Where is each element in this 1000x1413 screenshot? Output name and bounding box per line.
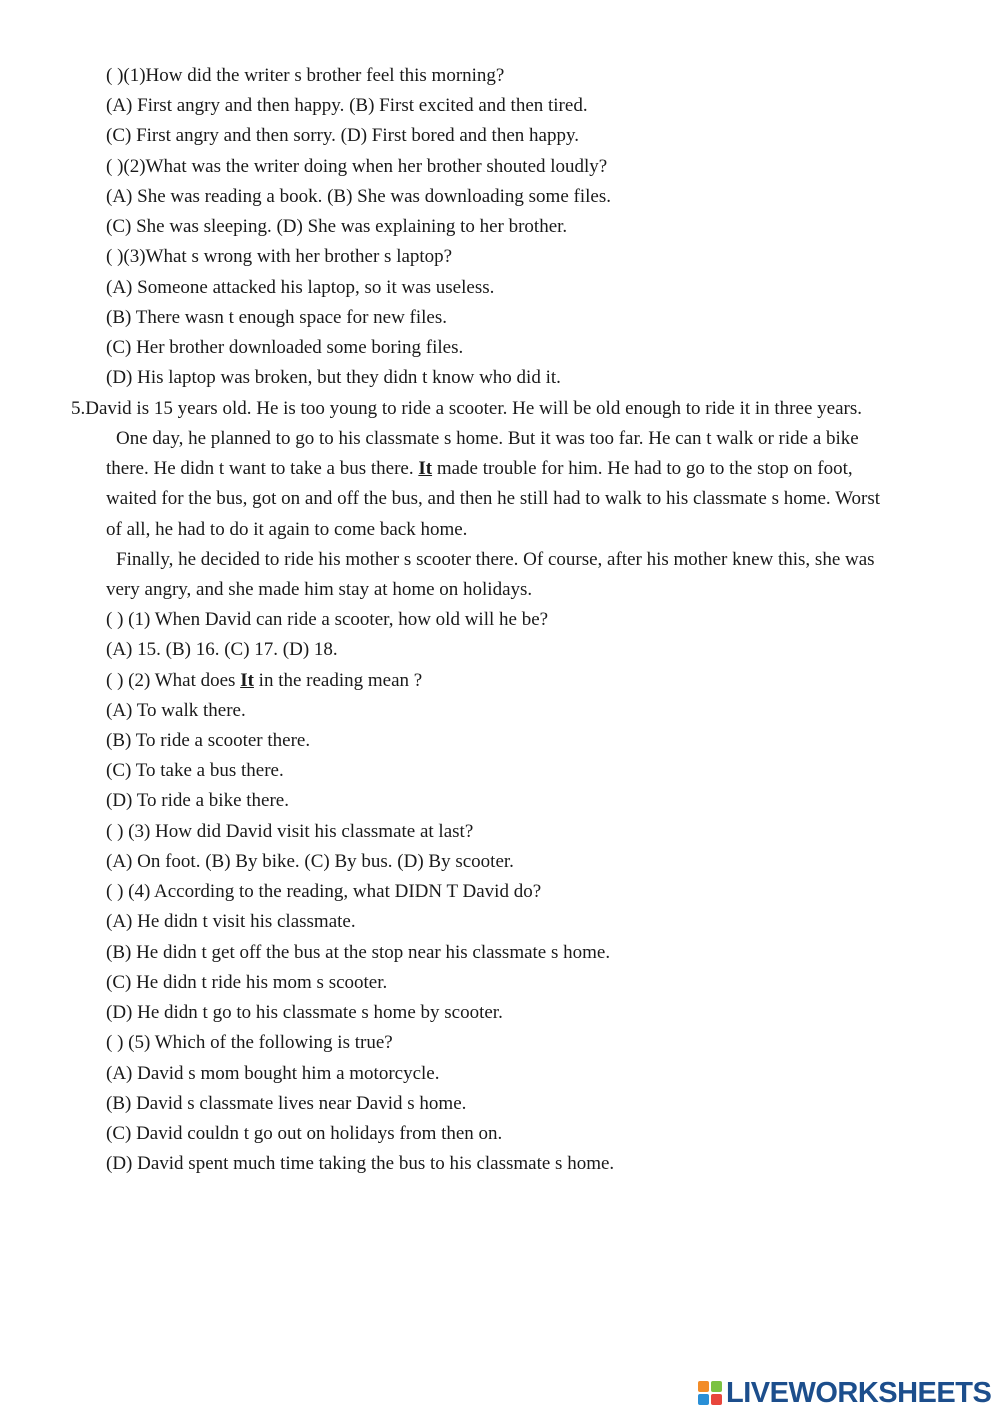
answer-option: (A) He didn t visit his classmate. (106, 911, 356, 932)
answer-option: (C) To take a bus there. (106, 760, 284, 781)
question-stem: ( ) (4) According to the reading, what DIDN T David do? (106, 881, 542, 902)
passage-text (106, 458, 853, 480)
answer-option: (B) To ride a scooter there. (106, 730, 311, 751)
answer-option: (C) He didn t ride his mom s scooter. (106, 972, 388, 993)
passage-intro: 5.David is 15 years old. He is too young to ride a scooter. He will be old enough to ride it in three years. (71, 398, 862, 419)
answer-options: (A) 15. (B) 16. (C) 17. (D) 18. (106, 639, 338, 660)
answer-options: (C) She was sleeping. (D) She was explaining to her brother. (106, 216, 568, 237)
answer-option: (D) David spent much time taking the bus to his classmate s home. (106, 1153, 615, 1174)
passage-text-segment: there. He didn t want to take a bus there. (106, 458, 419, 479)
answer-option: (A) Someone attacked his laptop, so it was useless. (106, 277, 495, 298)
answer-option: (B) There wasn t enough space for new files. (106, 307, 448, 328)
answer-option: (C) David couldn t go out on holidays from then on. (106, 1123, 503, 1144)
underlined-keyword: It (240, 670, 254, 691)
answer-option: (C) Her brother downloaded some boring files. (106, 337, 464, 358)
answer-option: (B) He didn t get off the bus at the stop near his classmate s home. (106, 942, 611, 963)
question-stem: ( )(1)How did the writer s brother feel this morning? (106, 65, 505, 86)
answer-options: (A) First angry and then happy. (B) First excited and then tired. (106, 95, 588, 116)
passage-text: of all, he had to do it again to come back home. (106, 519, 468, 540)
passage-text: very angry, and she made him stay at home on holidays. (106, 579, 533, 600)
question-stem-segment: in the reading mean ? (253, 670, 423, 691)
answer-option: (A) David s mom bought him a motorcycle. (106, 1063, 440, 1084)
question-stem: ( ) (5) Which of the following is true? (106, 1032, 393, 1053)
question-stem: ( ) (3) How did David visit his classmate at last? (106, 821, 474, 842)
passage-text-segment: made trouble for him. He had to go to the stop on foot, (432, 458, 853, 479)
underlined-keyword: It (418, 458, 433, 479)
logo-text: LIVEWORKSHEETS (726, 1376, 992, 1409)
passage-text: waited for the bus, got on and off the bus, and then he still had to walk to his classmate s home. Worst (106, 488, 880, 509)
question-stem-segment: ( ) (2) What does (106, 670, 241, 691)
answer-option: (D) His laptop was broken, but they didn t know who did it. (106, 367, 561, 388)
answer-option: (D) To ride a bike there. (106, 790, 289, 811)
answer-option: (D) He didn t go to his classmate s home by scooter. (106, 1002, 503, 1023)
answer-options: (C) First angry and then sorry. (D) First bored and then happy. (106, 125, 579, 146)
passage-text: One day, he planned to go to his classmate s home. But it was too far. He can t walk or ride a bike (116, 428, 859, 449)
question-stem: ( )(3)What s wrong with her brother s laptop? (106, 246, 453, 267)
answer-options: (A) On foot. (B) By bike. (C) By bus. (D) By scooter. (106, 851, 514, 872)
liveworksheets-logo-icon (697, 1380, 724, 1407)
question-stem: ( ) (1) When David can ride a scooter, how old will he be? (106, 609, 549, 630)
answer-option: (B) David s classmate lives near David s home. (106, 1093, 467, 1114)
passage-text: Finally, he decided to ride his mother s scooter there. Of course, after his mother knew this, she was (116, 549, 875, 570)
answer-option: (A) To walk there. (106, 700, 246, 721)
question-stem (106, 670, 422, 692)
question-stem: ( )(2)What was the writer doing when her brother shouted loudly? (106, 156, 608, 177)
answer-options: (A) She was reading a book. (B) She was downloading some files. (106, 186, 611, 207)
liveworksheets-logo (697, 1378, 991, 1408)
